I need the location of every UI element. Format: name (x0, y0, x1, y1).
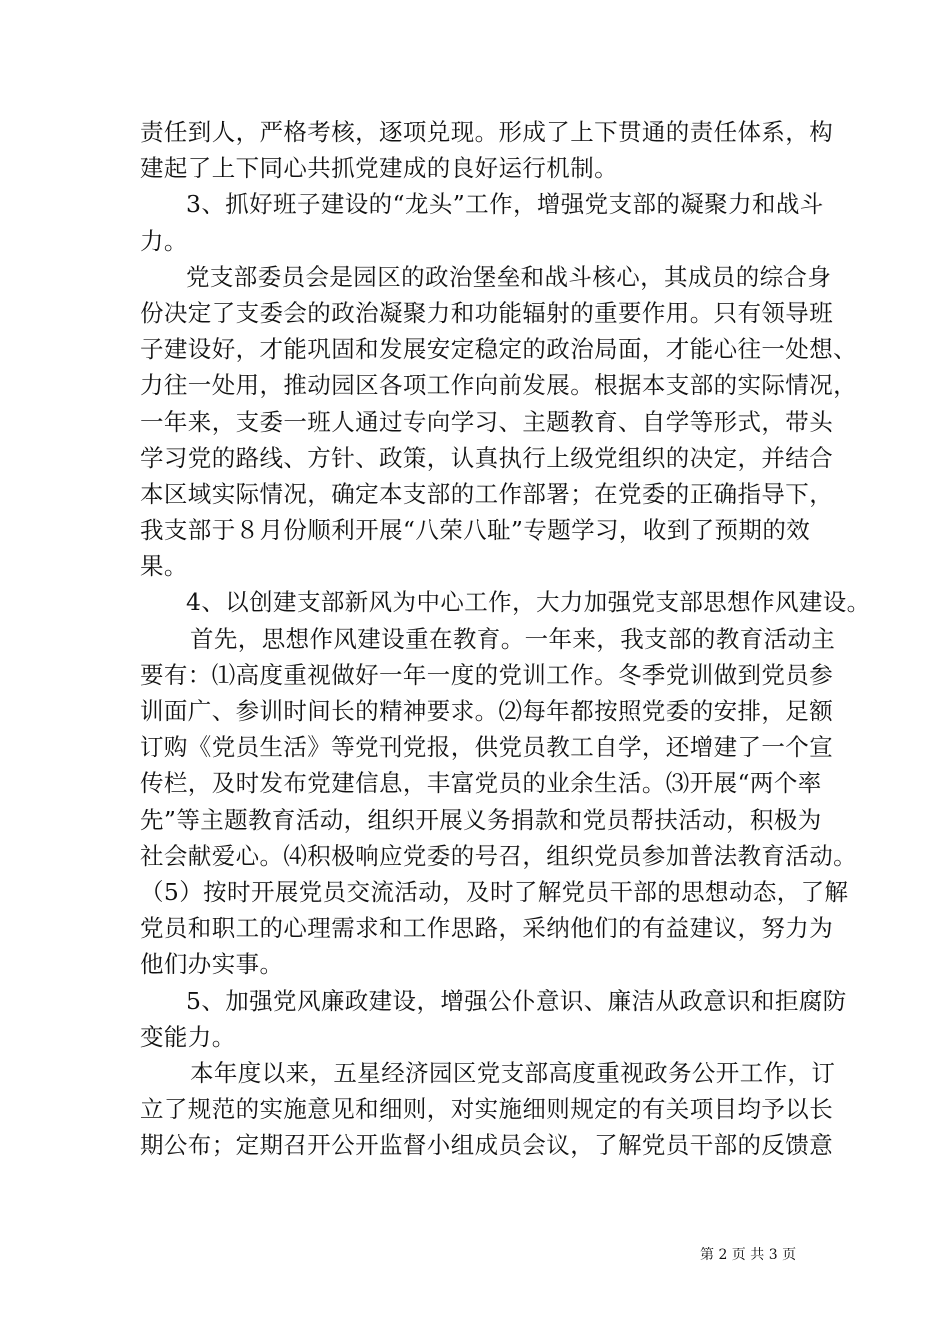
body-text-line: 订购《党员生活》等党刊党报，供党员教工自学，还增建了一个宣 (140, 733, 834, 762)
body-text-line: 力。 (140, 226, 188, 255)
body-text-line: 训面广、参训时间长的精神要求。⑵每年都按照党委的安排，足额 (140, 697, 834, 725)
body-text-line: 本区域实际情况，确定本支部的工作部署；在党委的正确指导下， (140, 479, 834, 508)
body-text-line: 责任到人，严格考核，逐项兑现。形成了上下贯通的责任体系，构 (140, 118, 834, 146)
body-text-line: 立了规范的实施意见和细则，对实施细则规定的有关项目均予以长 (140, 1095, 834, 1124)
body-text-line: 先”等主题教育活动，组织开展义务捐款和党员帮扶活动，积极为 (140, 805, 822, 834)
body-text-line: 期公布；定期召开公开监督小组成员会议，了解党员干部的反馈意 (140, 1131, 834, 1160)
body-text-line: 建起了上下同心共抓党建成的良好运行机制。 (140, 154, 618, 183)
body-text-line: 要有：⑴高度重视做好一年一度的党训工作。冬季党训做到党员参 (140, 660, 834, 689)
body-text-line: 社会献爱心。⑷积极响应党委的号召，组织党员参加普法教育活动。 (140, 841, 857, 870)
body-text-line: 学习党的路线、方针、政策，认真执行上级党组织的决定，并结合 (140, 443, 834, 472)
body-text-line: 份决定了支委会的政治凝聚力和功能辐射的重要作用。只有领导班 (140, 298, 834, 327)
body-text-line: 首先，思想作风建设重在教育。一年来，我支部的教育活动主 (190, 624, 836, 653)
body-text-line: 他们办实事。 (140, 950, 284, 979)
body-text-line: 子建设好，才能巩固和发展安定稳定的政治局面，才能心往一处想、 (140, 335, 857, 364)
page-number-footer: 第 2 页 共 3 页 (700, 1247, 797, 1263)
body-text-line: 党员和职工的心理需求和工作思路，采纳他们的有益建议，努力为 (140, 914, 834, 943)
body-text-line: 传栏，及时发布党建信息，丰富党员的业余生活。⑶开展“两个率 (140, 769, 822, 798)
body-text-line: 果。 (140, 552, 188, 581)
body-text-line: 党支部委员会是园区的政治堡垒和战斗核心，其成员的综合身 (186, 262, 832, 291)
body-text-line: 5、加强党风廉政建设，增强公仆意识、廉洁从政意识和拒腐防 (186, 986, 847, 1015)
body-text-line: 3、抓好班子建设的“龙头”工作，增强党支部的凝聚力和战斗 (186, 190, 824, 219)
document-body (140, 114, 871, 1163)
body-text-line: （5）按时开展党员交流活动，及时了解党员干部的思想动态，了解 (140, 877, 849, 906)
body-text-line: 力往一处用，推动园区各项工作向前发展。根据本支部的实际情况， (140, 371, 857, 400)
body-text-line: 4、以创建支部新风为中心工作，大力加强党支部思想作风建设。 (186, 588, 871, 617)
body-text-line: 本年度以来，五星经济园区党支部高度重视政务公开工作，订 (190, 1058, 836, 1087)
body-text-line: 我支部于８月份顺利开展“八荣八耻”专题学习，收到了预期的效 (140, 516, 811, 545)
body-text-line: 一年来，支委一班人通过专向学习、主题教育、自学等形式，带头 (140, 407, 834, 436)
body-text-line: 变能力。 (140, 1022, 236, 1051)
